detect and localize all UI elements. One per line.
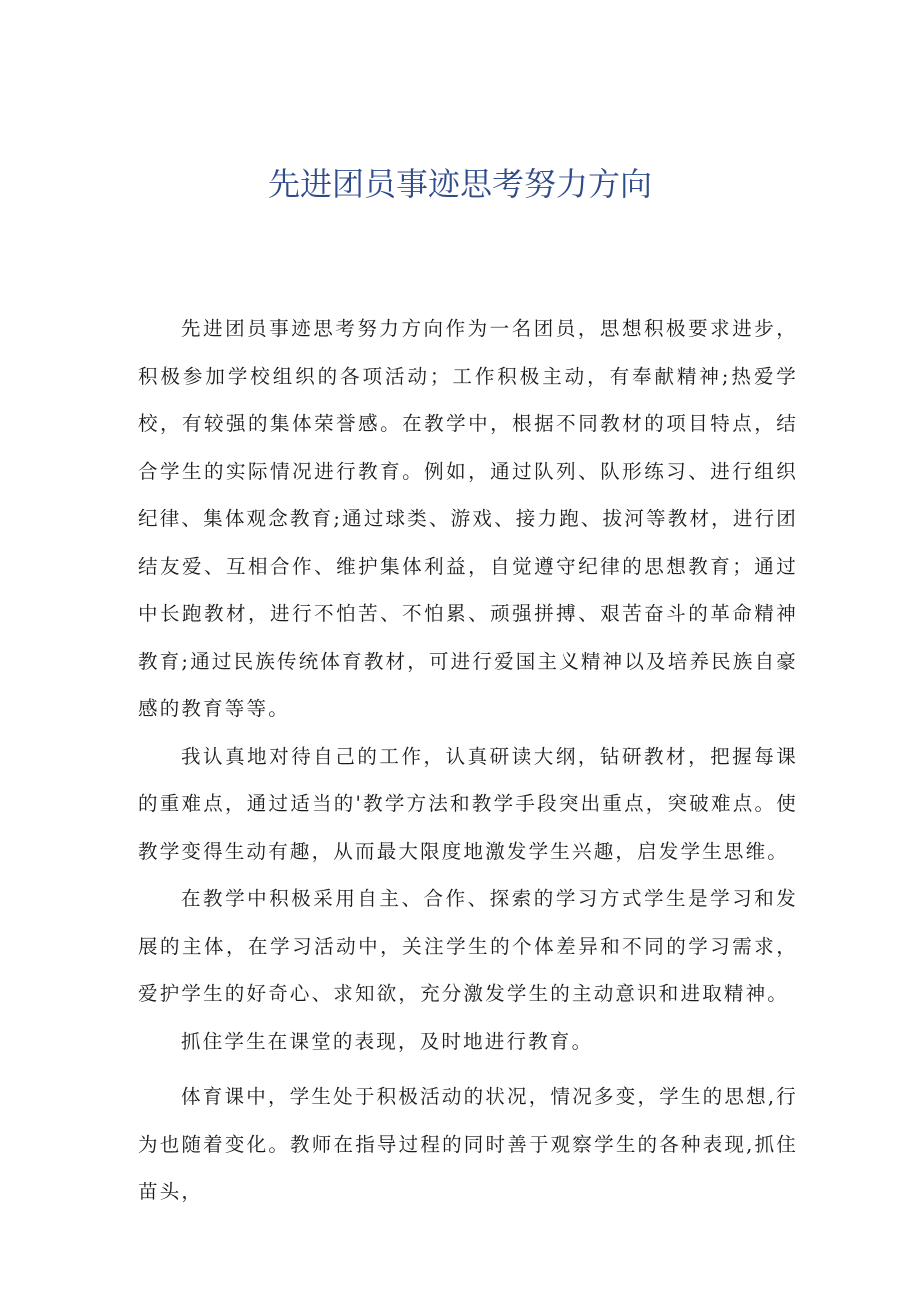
- paragraph-4: 抓住学生在课堂的表现，及时地进行教育。: [181, 1029, 594, 1053]
- document-title: 先进团员事迹思考努力方向: [267, 165, 652, 203]
- document-body-continued: [138, 1073, 798, 1216]
- document-body: [138, 305, 798, 1065]
- paragraph-5: 体育课中，学生处于积极活动的状况，情况多变，学生的思想,行为也随着变化。教师在指导过程的同时善于观察学生的各种表现,抓住苗头，: [138, 1085, 798, 1203]
- paragraph-1: 先进团员事迹思考努力方向作为一名团员，思想积极要求进步，积极参加学校组织的各项活动；工作积极主动，有奉献精神;热爱学校，有较强的集体荣誉感。在教学中，根据不同教材的项目特点，结合学生的实际情况进行教育。例如，通过队列、队形练习、进行组织纪律、集体观念教育;通过球类、游戏、接力跑、拔河等教材，进行团结友爱、互相合作、维护集体利益，自觉遵守纪律的思想教育；通过中长跑教材，进行不怕苦、不怕累、顽强拼搏、艰苦奋斗的革命精神教育;通过民族传统体育教材，可进行爱国主义精神以及培养民族自豪感的教育等等。: [138, 317, 798, 720]
- paragraph-3: 在教学中积极采用自主、合作、探索的学习方式学生是学习和发展的主体，在学习活动中，关注学生的个体差异和不同的学习需求，爱护学生的好奇心、求知欲，充分激发学生的主动意识和进取精神。: [138, 887, 798, 1005]
- paragraph-2: 我认真地对待自己的工作，认真研读大纲，钻研教材，把握每课的重难点，通过适当的'教学方法和教学手段突出重点，突破难点。使教学变得生动有趣，从而最大限度地激发学生兴趣，启发学生思维。: [138, 744, 798, 863]
